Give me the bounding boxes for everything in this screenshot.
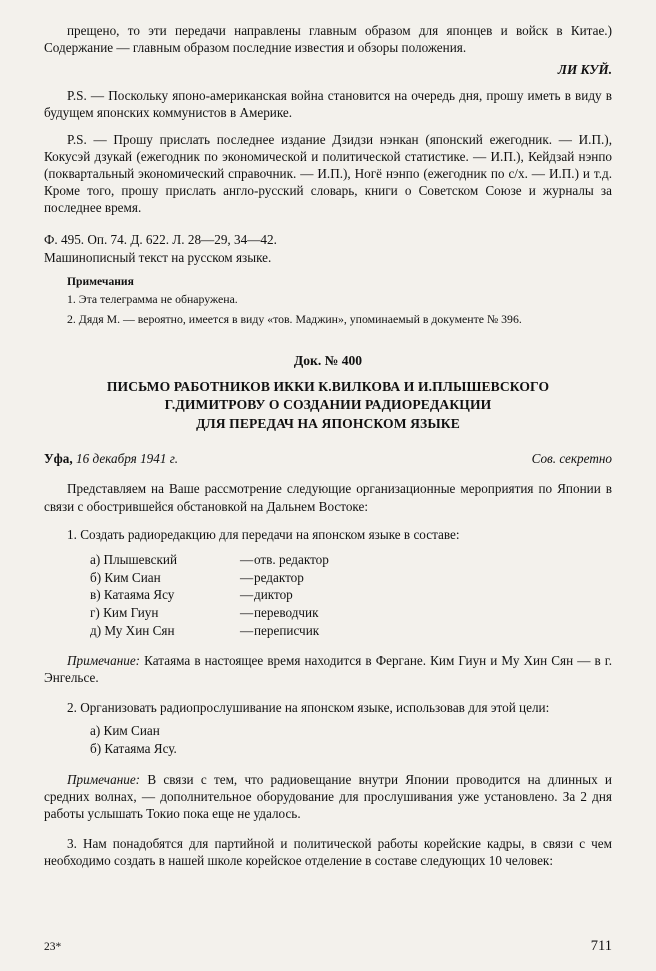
point-1: 1. Создать радиоредакцию для передачи на японском языке в составе: — [67, 526, 460, 542]
note-label: Примечание: — [67, 771, 141, 787]
page-number: 711 — [590, 938, 612, 954]
staff-name: д) Му Хин Сян — [90, 622, 175, 638]
staff-name: а) Плышевский — [90, 551, 178, 567]
point-2: 2. Организовать радиопрослушивание на японском языке, использовав для этой цели: — [67, 699, 550, 715]
dash: — — [240, 604, 254, 620]
signature-mark: 23* — [44, 941, 62, 953]
notes-heading: Примечания — [67, 275, 134, 289]
document-title-line: Г.ДИМИТРОВУ О СОЗДАНИИ РАДИОРЕДАКЦИИ — [164, 397, 492, 413]
note-after-point-2 — [44, 771, 612, 822]
staff-role: переводчик — [254, 604, 319, 620]
note-item: 2. Дядя М. — вероятно, имеется в виду «тов. Маджин», упоминаемый в документе № 396. — [67, 311, 522, 326]
staff-role: переписчик — [254, 622, 320, 638]
document-city: Уфа, — [44, 451, 73, 467]
staff-role: диктор — [254, 587, 293, 603]
archive-description: Машинописный текст на русском языке. — [44, 249, 272, 265]
note-label: Примечание: — [67, 653, 141, 669]
note-item: 1. Эта телеграмма не обнаружена. — [67, 292, 238, 307]
archive-reference: Ф. 495. Оп. 74. Д. 622. Л. 28—29, 34—42. — [44, 232, 277, 248]
dash: — — [240, 551, 254, 567]
staff-role: редактор — [254, 569, 304, 585]
staff-list — [44, 551, 612, 639]
staff-name: г) Ким Гиун — [90, 604, 159, 620]
point-2-list — [44, 722, 612, 759]
letter-signature: ЛИ КУЙ. — [557, 62, 612, 78]
continued-paragraph: прещено, то эти передачи направлены главным образом для японцев и войск в Китае.) Содержание — главным образом последние известия и обзоры положения. — [44, 23, 612, 56]
document-meta — [44, 451, 612, 467]
staff-name: в) Катаяма Ясу — [90, 587, 175, 603]
staff-role: отв. редактор — [254, 551, 329, 567]
staff-name: б) Ким Сиан — [90, 569, 161, 585]
dash: — — [240, 569, 254, 585]
page-footer — [44, 938, 612, 955]
document-intro: Представляем на Ваше рассмотрение следующие организационные мероприятия по Японии в связи с обострившейся обстановкой на Дальнем Востоке: — [44, 481, 612, 514]
list-item: а) Ким Сиан — [90, 722, 160, 738]
list-item — [90, 551, 612, 569]
list-item — [90, 622, 612, 640]
secrecy-label: Сов. секретно — [531, 451, 612, 467]
document-place-date — [44, 451, 178, 467]
document-title-line: ДЛЯ ПЕРЕДАЧ НА ЯПОНСКОМ ЯЗЫКЕ — [196, 415, 460, 431]
document-date: 16 декабря 1941 г. — [76, 451, 179, 467]
note-text: В связи с тем, что радиовещание внутри Японии проводится на длинных и средних волнах, — дополнительное оборудование для прослушивания уже установлено. За 2 дня работы услышать Токио пока еще не удалось. — [44, 771, 612, 822]
dash: — — [240, 622, 254, 638]
note-text: Катаяма в настоящее время находится в Фергане. Ким Гиун и Му Хин Сян — в г. Энгельсе. — [44, 653, 612, 686]
list-item — [90, 604, 612, 622]
note-after-point-1 — [44, 652, 612, 686]
point-3: 3. Нам понадобятся для партийной и политической работы корейские кадры, в связи с чем необходимо создать в нашей школе корейское отделение в составе следующих 10 человек: — [44, 836, 612, 869]
postscript-1: P.S. — Поскольку японо-американская война становится на очередь дня, прошу иметь в виду в будущем японских коммунистов в Америке. — [44, 88, 612, 121]
list-item — [90, 586, 612, 604]
postscript-2: P.S. — Прошу прислать последнее издание Дзидзи нэнкан (японский ежегодник. — И.П.), Кокусэй дзукай (ежегодник по экономической и политической статистике. — И.П.), Кейдзай нэнпо (поквартальный экономический справочник. — И.П.), Ногё нэнпо (ежегодник по с/х. — И.П.) и т.д. Кроме того, прошу прислать англо-русский словарь, книги о Советском Союзе и журналы за последнее время. — [44, 131, 612, 216]
document-title — [44, 378, 612, 433]
document-number: Док. № 400 — [293, 352, 363, 368]
document-title-line: ПИСЬМО РАБОТНИКОВ ИККИ К.ВИЛКОВА И И.ПЛЫШЕВСКОГО — [106, 378, 550, 394]
list-item: б) Катаяма Ясу. — [90, 741, 177, 757]
list-item — [90, 569, 612, 587]
dash: — — [240, 587, 254, 603]
